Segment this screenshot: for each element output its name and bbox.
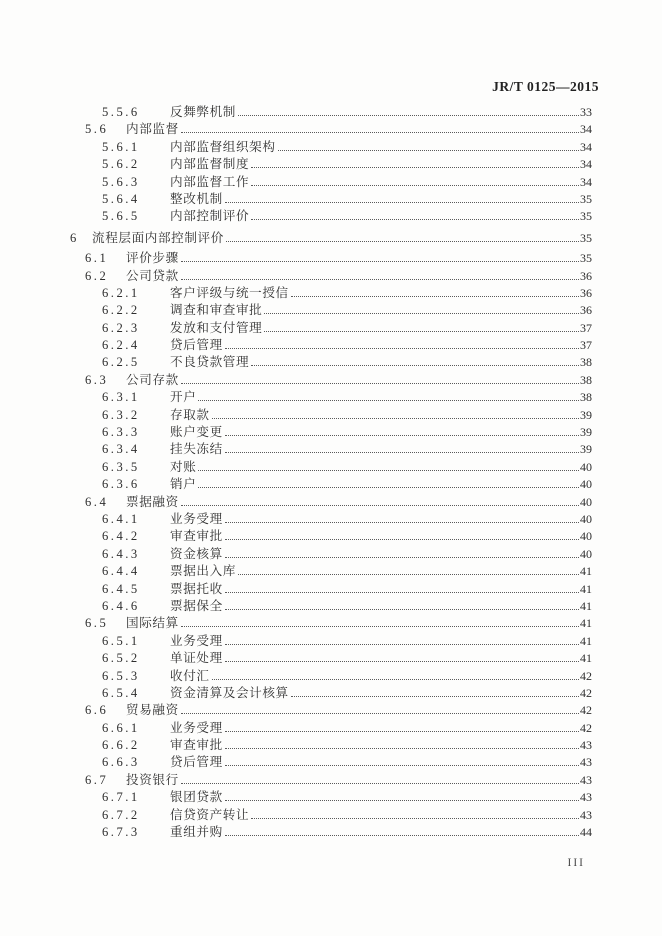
- toc-entry: [70, 511, 592, 528]
- dotted-leader: [278, 150, 579, 151]
- toc-entry-number: 6.2.3: [102, 320, 140, 335]
- toc-entry-title: 销户: [170, 477, 197, 492]
- toc-entry-title: 开户: [170, 390, 197, 405]
- toc-entry-title: 客户评级与统一授信: [170, 285, 289, 300]
- dotted-leader: [181, 261, 579, 262]
- toc-entry: [70, 772, 592, 789]
- toc-entry-number: 6.3.3: [102, 425, 140, 440]
- dotted-leader: [225, 661, 579, 662]
- dotted-leader: [181, 132, 579, 133]
- toc-entry-number: 6.4.2: [102, 529, 140, 544]
- toc-entry-title: 业务受理: [170, 720, 223, 735]
- toc-entry-number: 6.5.2: [102, 651, 140, 666]
- toc-entry-page: 40: [580, 546, 592, 561]
- dotted-leader: [225, 202, 579, 203]
- toc-entry: [70, 372, 592, 389]
- toc-entry-number: 6.3: [85, 372, 109, 387]
- toc-entry: [70, 789, 592, 806]
- toc-entry-page: 41: [580, 651, 592, 666]
- toc-entry: [70, 702, 592, 719]
- toc-entry: [70, 685, 592, 702]
- toc-entry: [70, 104, 592, 121]
- toc-entry-page: 44: [580, 825, 592, 840]
- toc-entry-number: 6.4.1: [102, 511, 140, 526]
- dotted-leader: [225, 800, 579, 801]
- toc-entry: [70, 720, 592, 737]
- toc-entry-title: 存取款: [170, 407, 210, 422]
- toc-entry-title: 内部监督: [126, 122, 179, 137]
- toc-entry-number: 6.5.3: [102, 668, 140, 683]
- toc-entry: [70, 407, 592, 424]
- toc-entry-title: 票据保全: [170, 598, 223, 613]
- toc-entry-title: 资金清算及会计核算: [170, 685, 289, 700]
- toc-entry-title: 调查和审查审批: [170, 303, 263, 318]
- toc-entry-number: 6.5: [85, 616, 109, 631]
- toc-entry-number: 6.7: [85, 772, 109, 787]
- dotted-leader: [251, 185, 579, 186]
- toc-entry-page: 40: [580, 477, 592, 492]
- toc-entry-page: 41: [580, 564, 592, 579]
- toc-entry-title: 内部监督工作: [170, 174, 250, 189]
- toc-entry: [70, 668, 592, 685]
- toc-entry: [70, 633, 592, 650]
- toc-entry-title: 资金核算: [170, 546, 223, 561]
- dotted-leader: [181, 279, 579, 280]
- dotted-leader: [225, 348, 579, 349]
- toc-entry: [70, 354, 592, 371]
- dotted-leader: [181, 713, 579, 714]
- toc-entry-title: 贸易融资: [126, 703, 179, 718]
- toc-entry-title: 投资银行: [126, 772, 179, 787]
- toc-entry: [70, 337, 592, 354]
- toc-entry-page: 37: [580, 320, 592, 335]
- toc-entry: [70, 268, 592, 285]
- toc-entry-title: 内部监督制度: [170, 157, 250, 172]
- toc-entry-title: 整改机制: [170, 191, 223, 206]
- toc-entry-page: 43: [580, 772, 592, 787]
- toc-entry-title: 票据融资: [126, 494, 179, 509]
- toc-entry: [70, 208, 592, 225]
- table-of-contents: [70, 104, 592, 841]
- toc-entry-title: 对账: [170, 459, 197, 474]
- dotted-leader: [212, 679, 579, 680]
- toc-entry-page: 42: [580, 703, 592, 718]
- toc-entry-title: 评价步骤: [126, 251, 179, 266]
- toc-entry-page: 39: [580, 442, 592, 457]
- toc-entry-title: 票据出入库: [170, 564, 236, 579]
- toc-entry-page: 40: [580, 511, 592, 526]
- toc-entry-page: 41: [580, 633, 592, 648]
- dotted-leader: [251, 818, 579, 819]
- toc-entry: [70, 441, 592, 458]
- toc-entry-number: 6.7.2: [102, 807, 140, 822]
- dotted-leader: [251, 167, 579, 168]
- dotted-leader: [225, 644, 579, 645]
- toc-entry-number: 6.3.2: [102, 407, 140, 422]
- toc-entry: [70, 139, 592, 156]
- toc-entry: [70, 302, 592, 319]
- toc-entry: [70, 320, 592, 337]
- toc-entry-title: 信贷资产转让: [170, 807, 250, 822]
- toc-entry-number: 5.6.2: [102, 157, 140, 172]
- toc-entry-title: 挂失冻结: [170, 442, 223, 457]
- toc-entry: [70, 754, 592, 771]
- toc-entry-title: 业务受理: [170, 511, 223, 526]
- toc-entry-page: 35: [580, 230, 592, 245]
- dotted-leader: [225, 539, 579, 540]
- toc-entry-page: 34: [580, 122, 592, 137]
- toc-entry-number: 6.2.5: [102, 355, 140, 370]
- toc-entry-page: 34: [580, 174, 592, 189]
- toc-entry-page: 34: [580, 139, 592, 154]
- standard-code-header: JR/T 0125—2015: [492, 79, 599, 94]
- dotted-leader: [181, 505, 579, 506]
- toc-entry-number: 6.3.5: [102, 459, 140, 474]
- toc-entry-number: 6: [70, 230, 79, 245]
- toc-entry: [70, 824, 592, 841]
- toc-entry-number: 5.6: [85, 122, 109, 137]
- toc-entry-page: 35: [580, 191, 592, 206]
- dotted-leader: [225, 557, 579, 558]
- dotted-leader: [225, 835, 579, 836]
- toc-entry-number: 6.5.4: [102, 685, 140, 700]
- toc-entry-number: 6.6.2: [102, 738, 140, 753]
- toc-entry: [70, 250, 592, 267]
- toc-entry: [70, 389, 592, 406]
- toc-entry-page: 36: [580, 268, 592, 283]
- toc-entry-number: 6.4.4: [102, 564, 140, 579]
- toc-entry-title: 收付汇: [170, 668, 210, 683]
- toc-entry-page: 36: [580, 303, 592, 318]
- dotted-leader: [226, 241, 579, 242]
- toc-entry-page: 35: [580, 251, 592, 266]
- toc-entry-title: 公司存款: [126, 372, 179, 387]
- toc-entry: [70, 615, 592, 632]
- toc-entry-title: 账户变更: [170, 425, 223, 440]
- toc-entry-number: 6.3.6: [102, 477, 140, 492]
- toc-entry-page: 43: [580, 790, 592, 805]
- dotted-leader: [225, 609, 579, 610]
- dotted-leader: [251, 365, 579, 366]
- dotted-leader: [181, 626, 579, 627]
- toc-entry-number: 5.6.3: [102, 174, 140, 189]
- toc-entry-title: 贷后管理: [170, 338, 223, 353]
- toc-entry-title: 反舞弊机制: [170, 105, 236, 119]
- toc-entry-title: 发放和支付管理: [170, 320, 263, 335]
- dotted-leader: [181, 783, 579, 784]
- toc-entry-page: 38: [580, 390, 592, 405]
- dotted-leader: [198, 400, 579, 401]
- toc-entry-number: 6.4.5: [102, 581, 140, 596]
- dotted-leader: [238, 574, 579, 575]
- toc-entry-number: 6.2: [85, 268, 109, 283]
- toc-entry-page: 38: [580, 355, 592, 370]
- toc-entry-page: 43: [580, 738, 592, 753]
- toc-entry-page: 42: [580, 720, 592, 735]
- toc-entry-title: 贷后管理: [170, 755, 223, 770]
- dotted-leader: [264, 313, 579, 314]
- dotted-leader: [291, 296, 579, 297]
- toc-entry-title: 重组并购: [170, 825, 223, 840]
- toc-entry-page: 37: [580, 338, 592, 353]
- toc-entry-page: 42: [580, 685, 592, 700]
- toc-entry-title: 不良贷款管理: [170, 355, 250, 370]
- toc-entry-number: 5.6.5: [102, 209, 140, 224]
- toc-entry-number: 6.6.1: [102, 720, 140, 735]
- toc-entry-page: 41: [580, 598, 592, 613]
- toc-entry-page: 35: [580, 209, 592, 224]
- toc-entry: [70, 230, 592, 247]
- toc-entry-number: 5.6.4: [102, 191, 140, 206]
- toc-entry-title: 银团贷款: [170, 790, 223, 805]
- toc-entry-page: 39: [580, 407, 592, 422]
- dotted-leader: [264, 331, 579, 332]
- toc-entry-title: 业务受理: [170, 633, 223, 648]
- toc-entry: [70, 285, 592, 302]
- toc-entry-number: 6.6.3: [102, 755, 140, 770]
- toc-entry-title: 内部控制评价: [170, 209, 250, 224]
- toc-entry: [70, 121, 592, 138]
- toc-entry-number: 6.2.2: [102, 303, 140, 318]
- toc-entry-title: 审查审批: [170, 738, 223, 753]
- dotted-leader: [225, 765, 579, 766]
- toc-entry-page: 41: [580, 581, 592, 596]
- toc-entry-number: 6.4.6: [102, 598, 140, 613]
- toc-entry-number: 6.1: [85, 251, 109, 266]
- toc-entry-page: 34: [580, 157, 592, 172]
- toc-entry-number: 6.3.4: [102, 442, 140, 457]
- toc-entry-page: 33: [580, 105, 592, 119]
- toc-entry-title: 审查审批: [170, 529, 223, 544]
- toc-entry: [70, 174, 592, 191]
- toc-entry-title: 票据托收: [170, 581, 223, 596]
- toc-entry: [70, 459, 592, 476]
- toc-entry: [70, 191, 592, 208]
- toc-entry-page: 36: [580, 285, 592, 300]
- toc-entry-number: 6.4: [85, 494, 109, 509]
- toc-entry-number: 6.3.1: [102, 390, 140, 405]
- toc-entry: [70, 528, 592, 545]
- toc-entry: [70, 598, 592, 615]
- toc-entry-title: 国际结算: [126, 616, 179, 631]
- toc-entry: [70, 581, 592, 598]
- toc-entry: [70, 563, 592, 580]
- toc-entry-title: 流程层面内部控制评价: [92, 230, 224, 245]
- toc-entry-number: 6.2.4: [102, 338, 140, 353]
- toc-entry: [70, 650, 592, 667]
- toc-entry: [70, 494, 592, 511]
- dotted-leader: [238, 115, 579, 116]
- toc-entry-page: 43: [580, 755, 592, 770]
- toc-entry: [70, 156, 592, 173]
- dotted-leader: [225, 748, 579, 749]
- dotted-leader: [181, 383, 579, 384]
- toc-entry-number: 6.6: [85, 703, 109, 718]
- toc-entry-page: 40: [580, 459, 592, 474]
- toc-entry-number: 6.7.1: [102, 790, 140, 805]
- toc-entry-number: 5.6.1: [102, 139, 140, 154]
- toc-entry-page: 41: [580, 616, 592, 631]
- toc-entry-number: 6.5.1: [102, 633, 140, 648]
- toc-entry: [70, 424, 592, 441]
- toc-entry: [70, 737, 592, 754]
- toc-entry-number: 6.4.3: [102, 546, 140, 561]
- toc-entry-title: 内部监督组织架构: [170, 139, 276, 154]
- toc-entry-page: 42: [580, 668, 592, 683]
- dotted-leader: [225, 435, 579, 436]
- toc-entry-number: 6.2.1: [102, 285, 140, 300]
- dotted-leader: [225, 522, 579, 523]
- toc-entry-page: 40: [580, 529, 592, 544]
- toc-entry: [70, 476, 592, 493]
- toc-entry-page: 38: [580, 372, 592, 387]
- dotted-leader: [251, 219, 579, 220]
- dotted-leader: [212, 418, 579, 419]
- toc-entry-title: 公司贷款: [126, 268, 179, 283]
- toc-entry-page: 39: [580, 425, 592, 440]
- toc-entry: [70, 807, 592, 824]
- toc-entry: [70, 546, 592, 563]
- toc-entry-number: 6.7.3: [102, 825, 140, 840]
- dotted-leader: [198, 487, 579, 488]
- page-number: III: [567, 857, 585, 869]
- toc-entry-number: 5.5.6: [102, 105, 140, 119]
- dotted-leader: [225, 731, 579, 732]
- dotted-leader: [225, 592, 579, 593]
- dotted-leader: [291, 696, 579, 697]
- dotted-leader: [225, 452, 579, 453]
- toc-entry-page: 40: [580, 494, 592, 509]
- toc-entry-page: 43: [580, 807, 592, 822]
- toc-entry-title: 单证处理: [170, 651, 223, 666]
- dotted-leader: [198, 470, 579, 471]
